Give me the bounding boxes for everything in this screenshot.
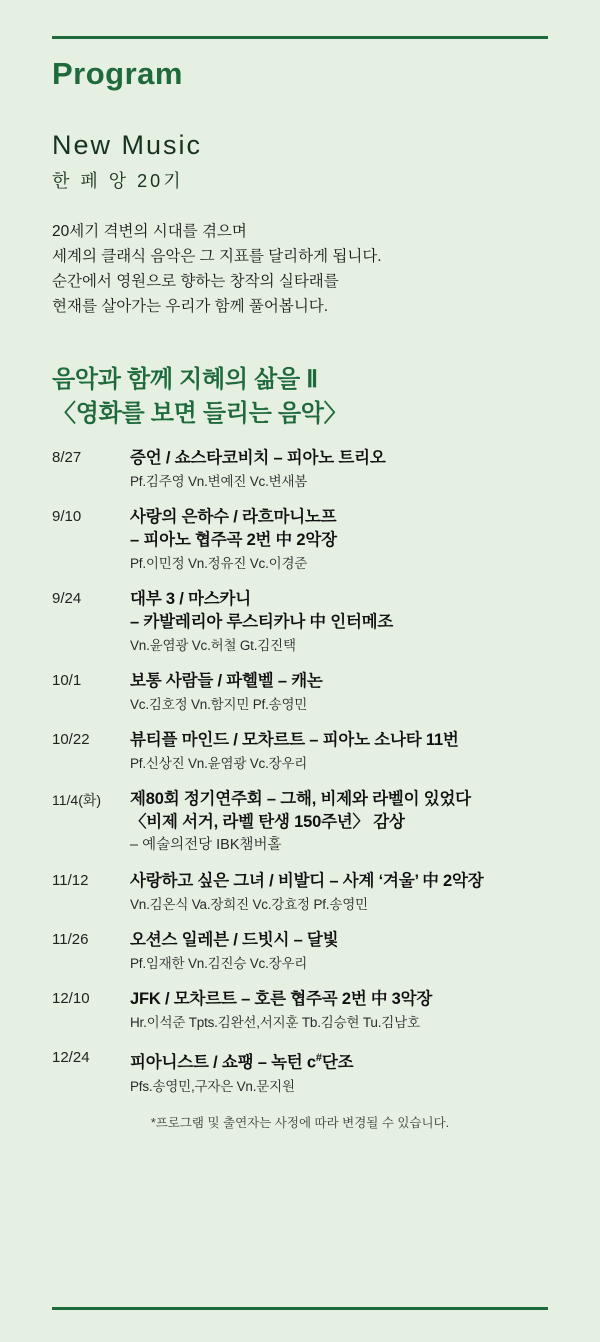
concert-body [130, 1047, 548, 1097]
concert-performers: Pfs.송영민,구자은 Vn.문지원 [130, 1078, 295, 1094]
concert-body [130, 447, 548, 492]
section-title-english: New Music [52, 130, 203, 160]
intro-line-1: 20세기 격변의 시대를 겪으며 [52, 223, 247, 240]
list-item [52, 447, 548, 492]
concert-body [130, 506, 548, 574]
concert-performers: Pf.이민정 Vn.정유진 Vc.이경준 [130, 556, 308, 571]
concert-title: 뷰티플 마인드 / 모차르트 – 피아노 소나타 11번 [130, 731, 459, 749]
concert-date: 10/22 [52, 731, 90, 748]
list-item [52, 929, 548, 974]
list-item [52, 588, 548, 656]
concert-body [130, 588, 548, 656]
concert-date: 11/26 [52, 931, 89, 948]
concert-date: 12/24 [52, 1049, 90, 1066]
concert-subtitle: 〈비제 서거, 라벨 탄생 150주년〉 감상 [130, 813, 405, 831]
intro-line-2: 세계의 클래식 음악은 그 지표를 달리하게 됩니다. [52, 248, 382, 265]
concert-date: 12/10 [52, 990, 90, 1007]
concert-title: 사랑의 은하수 / 라흐마니노프 [130, 508, 337, 526]
series-heading-line-1: 음악과 함께 지혜의 삶을 Ⅱ [52, 366, 318, 393]
concert-performers: Pf.신상진 Vn.윤염광 Vc.장우리 [130, 756, 308, 771]
concert-date: 11/12 [52, 872, 89, 889]
concert-performers: Vn.윤염광 Vc.허철 Gt.김진택 [130, 638, 296, 653]
list-item [52, 870, 548, 915]
concert-title: 오션스 일레븐 / 드빗시 – 달빛 [130, 931, 339, 949]
concert-body [130, 929, 548, 974]
concert-performers: Pf.임재한 Vn.김진승 Vc.장우리 [130, 956, 308, 971]
concert-date: 9/10 [52, 508, 82, 525]
list-item [52, 670, 548, 715]
intro-paragraph [52, 219, 548, 319]
concert-performers: Pf.김주영 Vn.변예진 Vc.변새봄 [130, 474, 308, 489]
concert-title: 증언 / 쇼스타코비치 – 피아노 트리오 [130, 449, 386, 467]
top-divider [52, 36, 548, 39]
concert-performers: Hr.이석준 Tpts.김완선,서지훈 Tb.김승현 Tu.김남호 [130, 1015, 420, 1030]
concert-body [130, 670, 548, 715]
concert-date: 9/24 [52, 590, 82, 607]
concert-title-post: 단조 [321, 1053, 354, 1072]
concert-date: 8/27 [52, 449, 82, 466]
concert-title: 보통 사람들 / 파헬벨 – 캐논 [130, 672, 323, 690]
concert-subtitle: – 피아노 협주곡 2번 中 2악장 [130, 531, 337, 549]
list-item [52, 788, 548, 856]
page-title: Program [52, 56, 183, 91]
footnote: *프로그램 및 출연자는 사정에 따라 변경될 수 있습니다. [150, 1115, 450, 1130]
list-item [52, 988, 548, 1033]
concert-date: 10/1 [52, 672, 82, 689]
concert-title: 사랑하고 싶은 그녀 / 비발디 – 사계 ‘겨울’ 中 2악장 [130, 872, 484, 890]
bottom-divider [52, 1307, 548, 1310]
concert-list [52, 447, 548, 1097]
concert-title [130, 1047, 548, 1075]
concert-performers: Vn.김온식 Va.장희진 Vc.강효정 Pf.송영민 [130, 897, 368, 912]
concert-title: 대부 3 / 마스카니 [130, 590, 251, 608]
list-item [52, 1047, 548, 1097]
concert-date: 11/4(화) [52, 792, 102, 808]
concert-title: 제80회 정기연주회 – 그해, 비제와 라벨이 있었다 [130, 790, 471, 808]
series-heading-line-2: 〈영화를 보면 들리는 음악〉 [52, 400, 348, 427]
sharp-symbol: # [315, 1052, 322, 1064]
concert-body [130, 988, 548, 1033]
concert-title-pre: 피아니스트 / 쇼팽 – 녹턴 c [130, 1053, 316, 1072]
concert-body [130, 788, 548, 856]
concert-title: JFK / 모차르트 – 호른 협주곡 2번 中 3악장 [130, 990, 433, 1008]
concert-body [130, 870, 548, 915]
concert-subtitle: – 카발레리아 루스티카나 中 인터메조 [130, 613, 394, 631]
intro-line-3: 순간에서 영원으로 향하는 창작의 실타래를 [52, 273, 339, 290]
series-heading [52, 363, 548, 431]
section-title-korean: 한 페 앙 20기 [52, 171, 184, 191]
list-item [52, 729, 548, 774]
concert-body [130, 729, 548, 774]
concert-performers: Vc.김호정 Vn.함지민 Pf.송영민 [130, 697, 308, 712]
intro-line-4: 현재를 살아가는 우리가 함께 풀어봅니다. [52, 298, 329, 315]
concert-venue: – 예술의전당 IBK챔버홀 [130, 837, 282, 853]
list-item [52, 506, 548, 574]
